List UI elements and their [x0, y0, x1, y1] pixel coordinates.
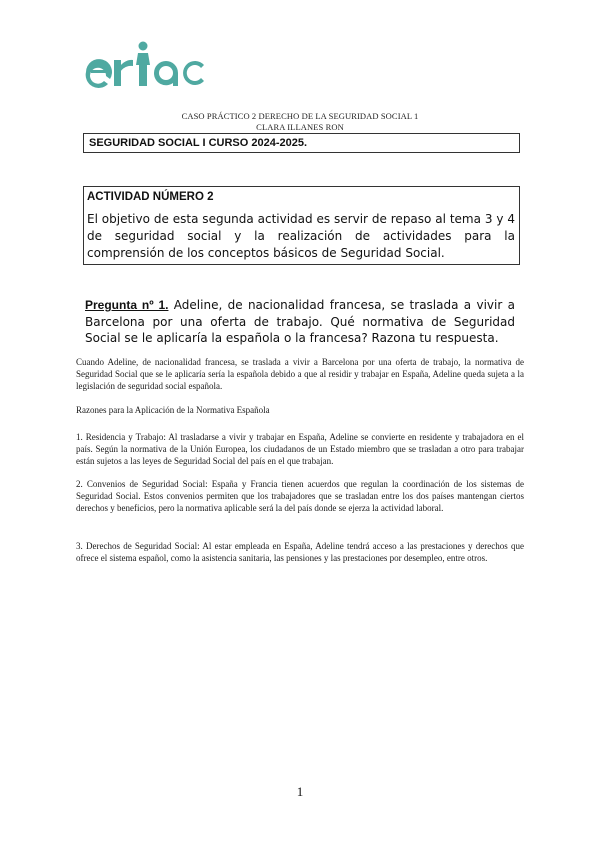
header-course-title: CASO PRÁCTICO 2 DERECHO DE LA SEGURIDAD SOCIAL 1	[181, 111, 419, 121]
activity-box	[83, 186, 520, 265]
question-lead: Pregunta nº 1.	[85, 298, 169, 312]
person-figure-icon	[84, 40, 224, 92]
course-box	[83, 133, 520, 153]
answer-point-2: 2. Convenios de Seguridad Social: España y Francia tienen acuerdos que regulan la coordinación de los sistemas de Seguridad Social. Estos convenios permiten que los trabajadores que se trasladan entre los dos países mantengan ciertos derechos y beneficios, pero la normativa aplicable será la del país donde se ejerza la actividad laboral.	[76, 479, 524, 514]
answer-intro: Cuando Adeline, de nacionalidad francesa, se traslada a vivir a Barcelona por una oferta de trabajo, la normativa de Seguridad Social que se le aplicaría sería la española debido a que al residir y trabajar en España, Adeline queda sujeta a la legislación de seguridad social española.	[76, 357, 524, 392]
answer-point-1: 1. Residencia y Trabajo: Al trasladarse a vivir y trabajar en España, Adeline se convierte en residente y trabajadora en el país. Según la normativa de la Unión Europea, los ciudadanos de un Estado miembro que se trasladan a otro para trabajar están sujetos a las leyes de Seguridad Social del país en el que trabajan.	[76, 432, 524, 467]
activity-description: El objetivo de esta segunda actividad es servir de repaso al tema 3 y 4 de seguridad social y la realización de actividades para la comprensión de los conceptos básicos de Seguridad Social.	[87, 212, 515, 260]
question-text: Adeline, de nacionalidad francesa, se traslada a vivir a Barcelona por una oferta de trabajo. Qué normativa de Seguridad Social se le aplicaría la española o la francesa? Razona tu respuesta.	[85, 298, 515, 345]
course-title: SEGURIDAD SOCIAL I CURSO 2024-2025.	[89, 137, 308, 149]
page-number: 1	[296, 784, 304, 799]
answer-heading: Razones para la Aplicación de la Normativa Española	[76, 405, 270, 415]
erlac-logo	[84, 40, 224, 92]
activity-title: ACTIVIDAD NÚMERO 2	[87, 191, 214, 203]
answer-point-3: 3. Derechos de Seguridad Social: Al estar empleada en España, Adeline tendrá acceso a las prestaciones y derechos que ofrece el sistema español, como la asistencia sanitaria, las pensiones y las prestaciones por desempleo, entre otros.	[76, 541, 524, 564]
header-author: CLARA ILLANES RON	[256, 122, 344, 132]
question-1	[85, 297, 515, 347]
